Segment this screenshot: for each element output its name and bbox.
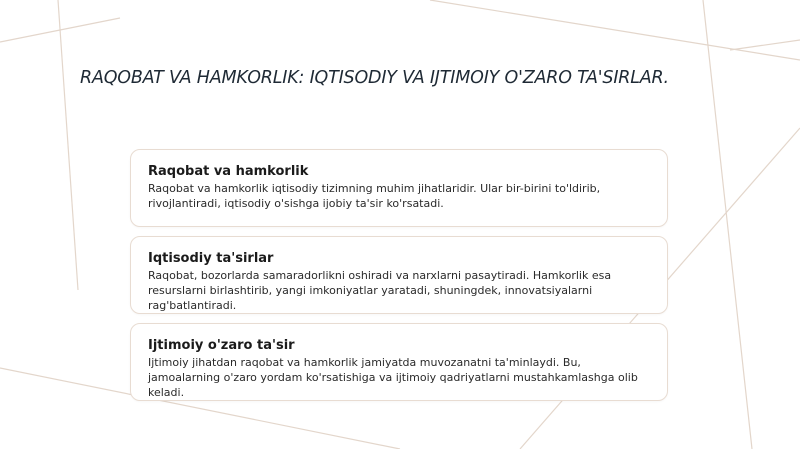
card-heading: Iqtisodiy ta'sirlar <box>148 251 274 266</box>
card-text: Raqobat va hamkorlik iqtisodiy tizimning muhim jihatlaridir. Ular bir-birini to'ldirib, rivojlantiradi, iqtisodiy o'sishga ijobiy ta'sir ko'rsatadi. <box>148 182 601 210</box>
card-heading: Ijtimoiy o'zaro ta'sir <box>148 338 295 353</box>
card-heading: Raqobat va hamkorlik <box>148 164 309 179</box>
slide-title: RAQOBAT VA HAMKORLIK: IQTISODIY VA IJTIMOIY O'ZARO TA'SIRLAR. <box>80 68 669 88</box>
decor-line <box>58 0 78 290</box>
card-raqobat-va-hamkorlik <box>130 149 668 227</box>
card-text: Ijtimoiy jihatdan raqobat va hamkorlik jamiyatda muvozanatni ta'minlaydi. Bu, jamoalarning o'zaro yordam ko'rsatishiga va ijtimoiy qadriyatlarni mustahkamlashga olib keladi. <box>148 356 638 399</box>
card-iqtisodiy-tasirlar <box>130 236 668 314</box>
card-text: Raqobat, bozorlarda samaradorlikni oshiradi va narxlarni pasaytiradi. Hamkorlik esa resurslarni birlashtirib, yangi imkoniyatlar yaratadi, shuningdek, innovatsiyalarni rag'batlantiradi. <box>148 269 612 312</box>
decor-line <box>430 0 800 60</box>
card-ijtimoiy-ozaro-tasir <box>130 323 668 401</box>
decor-line <box>730 40 800 50</box>
